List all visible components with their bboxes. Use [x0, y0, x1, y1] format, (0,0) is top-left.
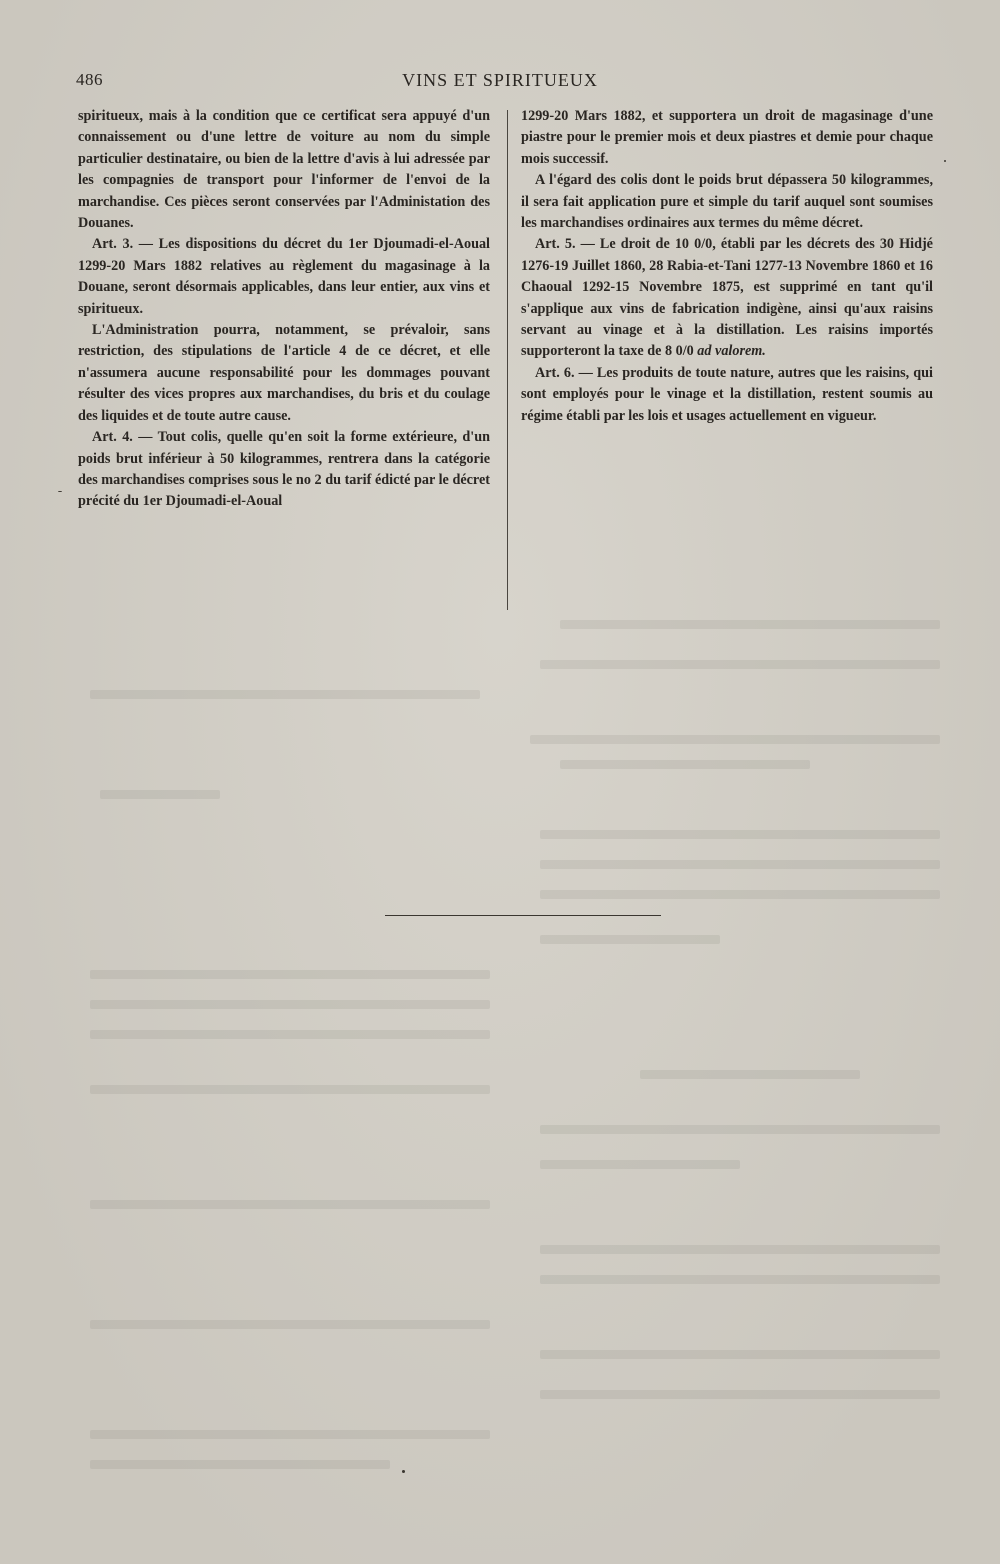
- ad-valorem-text: ad valorem.: [697, 343, 766, 360]
- left-paragraph-art-3: Art. 3. — Les dispositions du décret du 1er Djoumadi-el-Aoual 1299-20 Mars 1882 relatives au règlement du magasinage à la Douane, seront désormais applicables, dans leur entier, aux vins et spiritueux.: [78, 236, 490, 317]
- ink-speck: [944, 160, 946, 162]
- right-column: [521, 106, 933, 427]
- left-paragraph-3: L'Administration pourra, notamment, se prévaloir, sans restriction, des stipulations de l'article 4 de ce décret, et elle n'assumera aucune responsabilité pour les dommages pouvant résulter des vices propres aux marchandises, du bris et du coulage des liquides et de toute autre cause.: [78, 322, 490, 424]
- right-paragraph-1: 1299-20 Mars 1882, et supportera un droit de magasinage d'une piastre pour le premier mois et deux piastres et demie pour chaque mois successif.: [521, 108, 933, 167]
- right-paragraph-art-6: Art. 6. — Les produits de toute nature, autres que les raisins, qui sont employés pour le vinage et la distillation, restent soumis au régime établi par les lois et usages actuellement en vigueur.: [521, 364, 933, 424]
- left-column: [78, 106, 490, 513]
- page-number: 486: [76, 70, 103, 89]
- right-paragraph-2: A l'égard des colis dont le poids brut dépassera 50 kilogrammes, il sera fait application pure et simple du tarif auquel sont soumises les marchandises ordinaires aux termes du même décret.: [521, 172, 933, 232]
- ink-speck: [402, 1470, 405, 1473]
- running-title: VINS ET SPIRITUEUX: [402, 70, 598, 90]
- art-5-text: Art. 5. — Le droit de 10 0/0, établi par les décrets des 30 Hidjé 1276-19 Juillet 1860, 28 Rabia-et-Tani 1277-13 Novembre 1860 et 16 Chaoual 1292-15 Novembre 1875, est supprimé en tant qu'il s'applique aux vins de fabrication indigène, ainsi qu'aux raisins servant au vinage et à la distillation. Les raisins importés supporteront la taxe de 8 0/0: [521, 236, 933, 360]
- left-paragraph-art-4: Art. 4. — Tout colis, quelle qu'en soit la forme extérieure, d'un poids brut inférieur à 50 kilogrammes, rentrera dans la catégorie des marchandises comprises sous le no 2 du tarif édicté par le décret précité du 1er Djoumadi-el-Aoual: [78, 429, 490, 510]
- column-divider: [507, 110, 508, 610]
- left-paragraph-1: spiritueux, mais à la condition que ce certificat sera appuyé d'un connaissement ou d'une lettre de voiture au nom du simple particulier destinataire, ou bien de la lettre d'avis à lui adressée par les compagnies de transport pour l'informer de l'envoi de la marchandise. Ces pièces seront conservées par l'Administation des Douanes.: [78, 108, 490, 232]
- ink-speck: [58, 491, 62, 492]
- end-of-section-rule: [385, 915, 661, 916]
- right-paragraph-art-5: [521, 234, 933, 362]
